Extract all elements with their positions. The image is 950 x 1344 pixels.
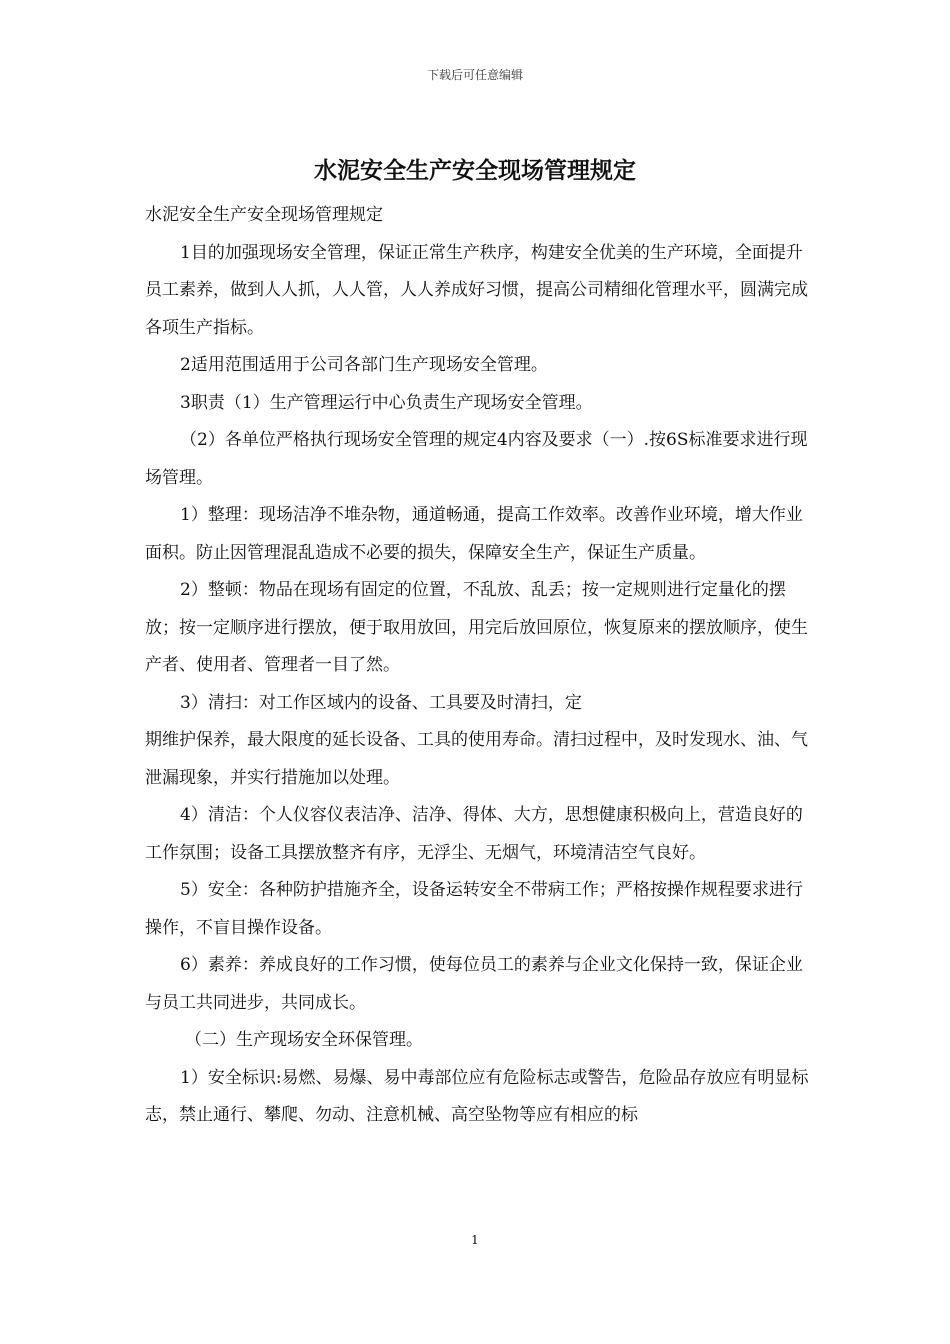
- document-title: 水泥安全生产安全现场管理规定: [314, 157, 636, 184]
- paragraph-set-in-order: 2）整顿：物品在现场有固定的位置，不乱放、乱丢；按一定规则进行定量化的摆放；按一定顺序进行摆放，便于取用放回，用完后放回原位，恢复原来的摆放顺序，使生产者、使用者、管理者一目了然。: [145, 580, 808, 675]
- paragraph-standardize: 4）清洁：个人仪容仪表洁净、洁净、得体、大方，思想健康积极向上，营造良好的工作氛围；设备工具摆放整齐有序，无浮尘、无烟气，环境清洁空气良好。: [145, 805, 803, 863]
- paragraph-subtitle: 水泥安全生产安全现场管理规定: [145, 205, 383, 225]
- paragraph-safety: 5）安全：各种防护措施齐全，设备运转安全不带病工作；严格按操作规程要求进行操作，不盲目操作设备。: [145, 880, 803, 938]
- document-body: [145, 197, 810, 1135]
- paragraph-scope: 2适用范围适用于公司各部门生产现场安全管理。: [180, 355, 548, 375]
- paragraph-duties-2: （2）各单位严格执行现场安全管理的规定4内容及要求（一）.按6S标准要求进行现场管理。: [145, 430, 808, 488]
- paragraph-sort: 1）整理：现场洁净不堆杂物，通道畅通，提高工作效率。改善作业环境，增大作业面积。防止因管理混乱造成不必要的损失，保障安全生产，保证生产质量。: [145, 505, 803, 563]
- paragraph-safety-signs: 1）安全标识:易燃、易爆、易中毒部位应有危险标志或警告，危险品存放应有明显标志，禁止通行、攀爬、勿动、注意机械、高空坠物等应有相应的标: [145, 1067, 809, 1125]
- paragraph-duties-1: 3职责（1）生产管理运行中心负责生产现场安全管理。: [180, 392, 593, 413]
- paragraph-shine-continued: 期维护保养，最大限度的延长设备、工具的使用寿命。清扫过程中，及时发现水、油、气泄漏现象，并实行措施加以处理。: [145, 730, 808, 788]
- paragraph-sustain: 6）素养：养成良好的工作习惯，使每位员工的素养与企业文化保持一致，保证企业与员工共同进步，共同成长。: [145, 955, 803, 1013]
- paragraph-purpose: 1目的加强现场安全管理，保证正常生产秩序，构建安全优美的生产环境，全面提升员工素养，做到人人抓，人人管，人人养成好习惯，提高公司精细化管理水平，圆满完成各项生产指标。: [145, 242, 808, 338]
- header-note: 下载后可任意编辑: [426, 68, 523, 82]
- page-number: 1: [471, 1233, 479, 1247]
- paragraph-section-two: （二）生产现场安全环保管理。: [185, 1030, 423, 1050]
- paragraph-shine: 3）清扫：对工作区域内的设备、工具要及时清扫，定: [180, 692, 582, 713]
